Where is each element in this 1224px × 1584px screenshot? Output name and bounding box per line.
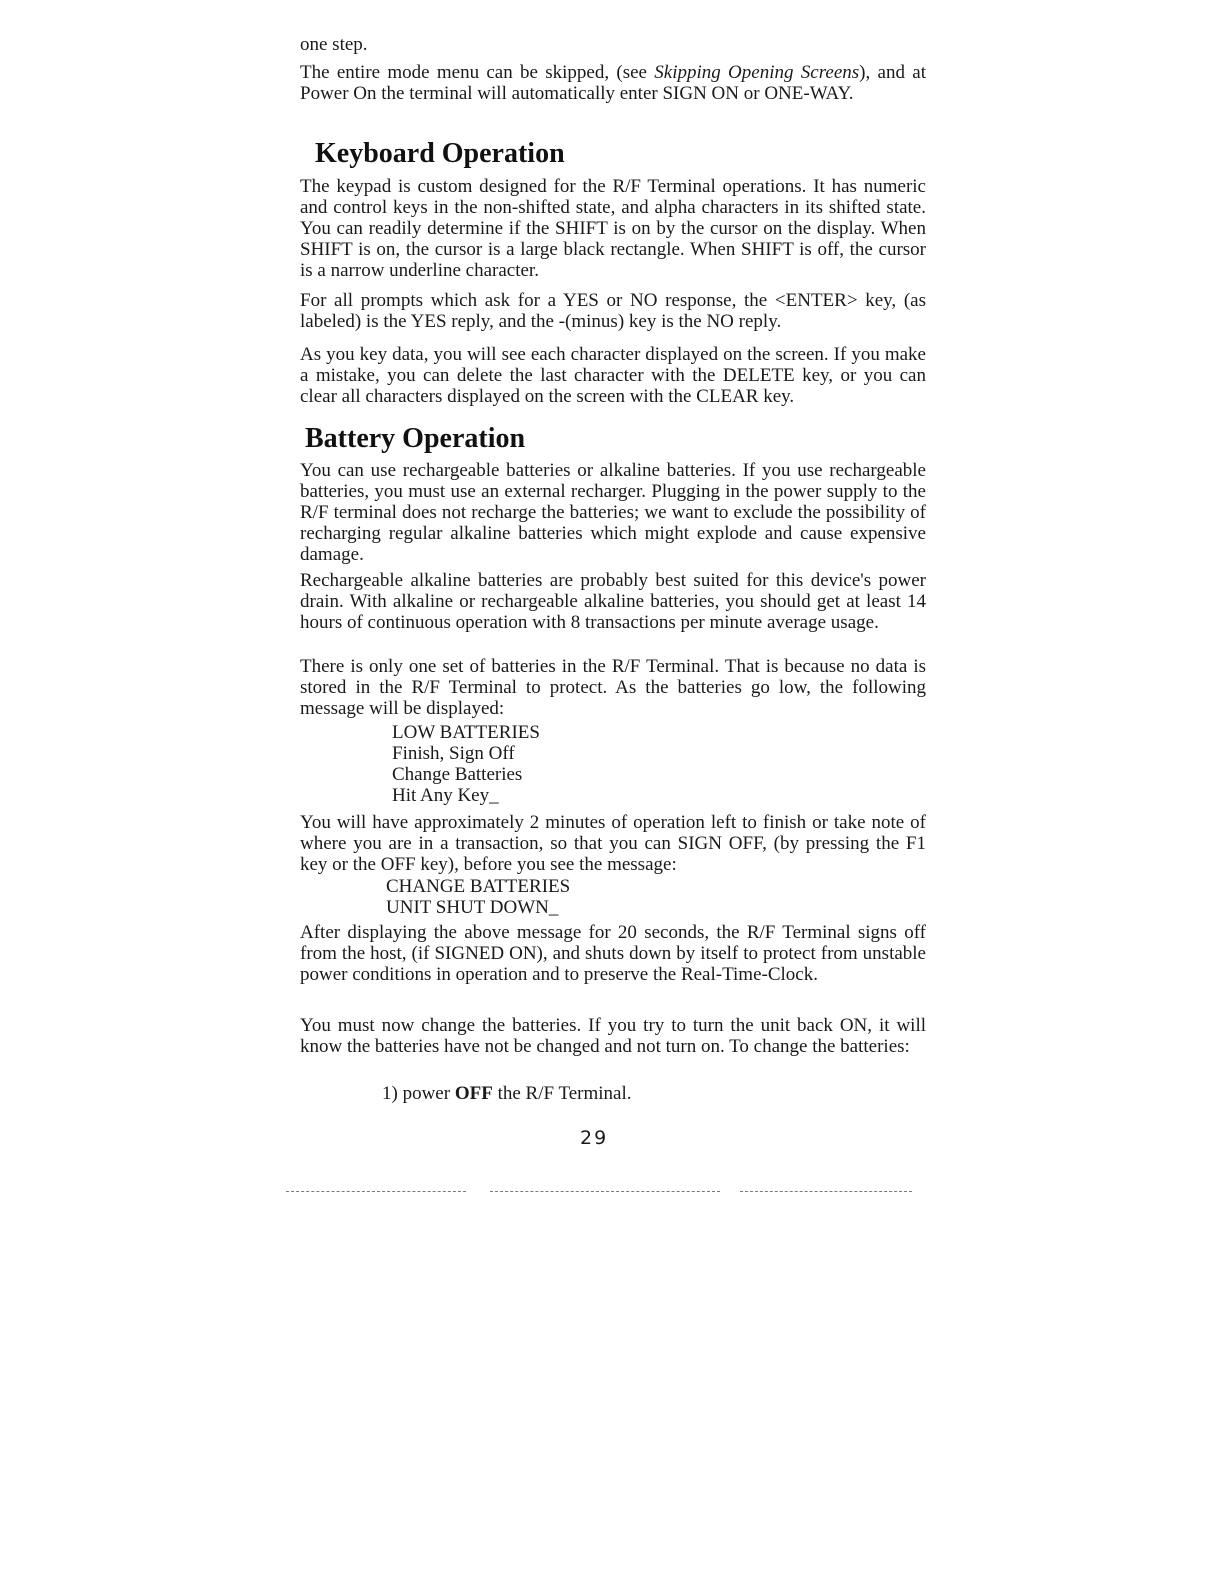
battery-paragraph-1: You can use rechargeable batteries or alkaline batteries. If you use rechargeable batteries, you must use an external recharger. Plugging in the power supply to the R/F terminal does not recharge the batteries; we want to exclude the possibility of recharging regular alkaline batteries which might explode and cause expensive damage. xyxy=(300,460,926,565)
battery-paragraph-6: You must now change the batteries. If you try to turn the unit back ON, it will know the batteries have not be changed and not turn on. To change the batteries: xyxy=(300,1015,926,1057)
keyboard-operation-heading: Keyboard Operation xyxy=(315,138,565,169)
message-line: UNIT SHUT DOWN_ xyxy=(386,897,559,918)
scan-edge-line xyxy=(490,1191,720,1192)
message-line: Change Batteries xyxy=(392,764,523,785)
intro-paragraph: The entire mode menu can be skipped, (see Skipping Opening Screens), and at Power On the terminal will automatically enter SIGN ON or ONE-WAY. xyxy=(300,62,926,104)
battery-change-step-1: 1) power OFF the R/F Terminal. xyxy=(382,1083,632,1104)
keyboard-paragraph-2: For all prompts which ask for a YES or NO response, the <ENTER> key, (as labeled) is the YES reply, and the -(minus) key is the NO reply. xyxy=(300,290,926,332)
change-batteries-message xyxy=(386,876,570,918)
skipping-opening-screens-reference: Skipping Opening Screens xyxy=(654,62,860,83)
low-batteries-message xyxy=(392,722,540,806)
battery-paragraph-3: There is only one set of batteries in the R/F Terminal. That is because no data is stored in the R/F Terminal to protect. As the batteries go low, the following message will be displayed: xyxy=(300,656,926,719)
battery-operation-heading: Battery Operation xyxy=(305,423,526,454)
battery-paragraph-5: After displaying the above message for 20 seconds, the R/F Terminal signs off from the host, (if SIGNED ON), and shuts down by itself to protect from unstable power conditions in operation and to preserve the Real-Time-Clock. xyxy=(300,922,926,985)
scan-edge-line xyxy=(286,1191,466,1192)
message-line: Hit Any Key_ xyxy=(392,785,499,806)
keyboard-paragraph-3: As you key data, you will see each character displayed on the screen. If you make a mistake, you can delete the last character with the DELETE key, or you can clear all characters displayed on the screen with the CLEAR key. xyxy=(300,344,926,407)
keyboard-paragraph-1: The keypad is custom designed for the R/F Terminal operations. It has numeric and control keys in the non-shifted state, and alpha characters in its shifted state. You can readily determine if the SHIFT is on by the cursor on the display. When SHIFT is on, the cursor is a large black rectangle. When SHIFT is off, the cursor is a narrow underline character. xyxy=(300,176,926,281)
battery-paragraph-4: You will have approximately 2 minutes of operation left to finish or take note of where you are in a transaction, so that you can SIGN OFF, (by pressing the F1 key or the OFF key), before you see the message: xyxy=(300,812,926,875)
battery-paragraph-2: Rechargeable alkaline batteries are probably best suited for this device's power drain. With alkaline or rechargeable alkaline batteries, you should get at least 14 hours of continuous operation with 8 transactions per minute average usage. xyxy=(300,570,926,633)
message-line: Finish, Sign Off xyxy=(392,743,515,764)
continuation-text: one step. xyxy=(300,34,368,55)
message-line: LOW BATTERIES xyxy=(392,722,540,743)
scan-edge-line xyxy=(740,1191,912,1192)
message-line: CHANGE BATTERIES xyxy=(386,876,571,897)
page-number: 29 xyxy=(580,1127,609,1149)
